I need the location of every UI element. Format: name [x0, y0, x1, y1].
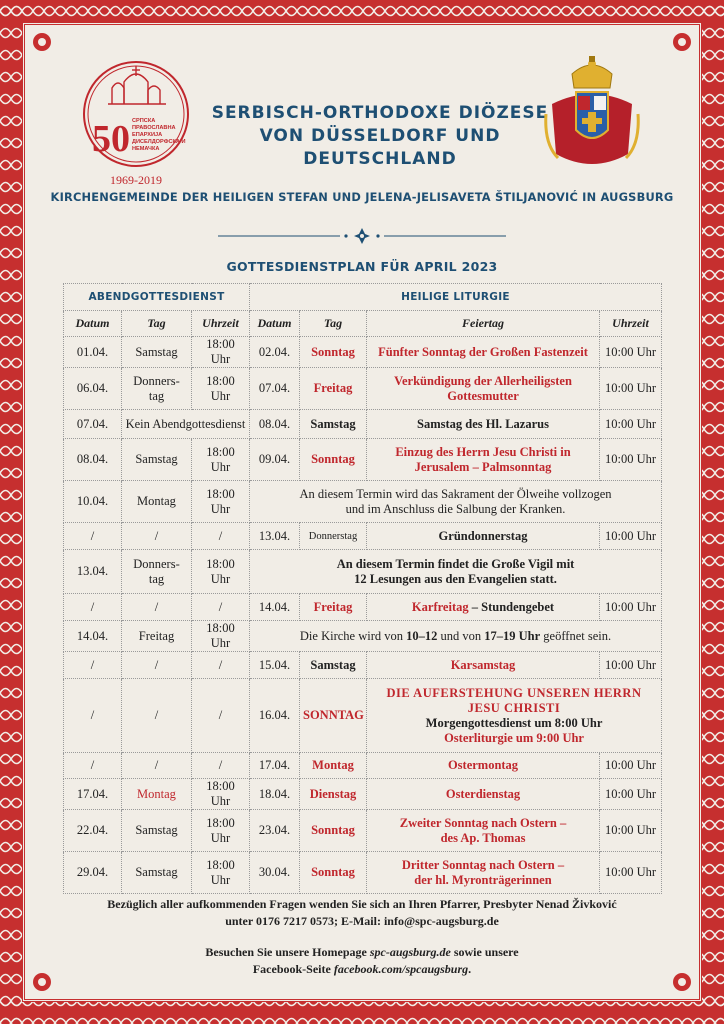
- cell: /: [122, 652, 192, 679]
- cell: 10:00 Uhr: [600, 852, 662, 894]
- cell: Sonntag: [300, 810, 367, 852]
- cell: Sonntag: [300, 852, 367, 894]
- col-uhrzeit: Uhrzeit: [600, 311, 662, 337]
- cell: Montag: [122, 481, 192, 523]
- cell-line: und im Anschluss die Salbung der Kranken.: [345, 501, 566, 516]
- cell: 18:00 Uhr: [192, 550, 250, 594]
- cell: Samstag: [122, 337, 192, 368]
- cell-line: DIE AUFERSTEHUNG UNSEREN HERRN: [386, 685, 642, 700]
- cell-line: Verkündigung der Allerheiligsten: [394, 373, 572, 388]
- table-row: [64, 652, 662, 679]
- homepage-line: [30, 944, 694, 961]
- jubilee-number: 50: [92, 118, 130, 160]
- cell: 29.04.: [64, 852, 122, 894]
- cell: 08.04.: [64, 439, 122, 481]
- table-row: [64, 550, 662, 594]
- cell: 18:00 Uhr: [192, 621, 250, 652]
- contact-line: Bezüglich aller aufkommenden Fragen wenden Sie sich an Ihren Pfarrer, Presbyter Nenad Živković: [107, 897, 617, 911]
- cell: 17.04.: [250, 753, 300, 779]
- cell: 13.04.: [250, 523, 300, 550]
- cell: 22.04.: [64, 810, 122, 852]
- cell: 18:00 Uhr: [192, 852, 250, 894]
- cell: Freitag: [300, 368, 367, 410]
- cell: Osterdienstag: [367, 779, 600, 810]
- table-row: [64, 852, 662, 894]
- plan-title: GOTTESDIENSTPLAN FÜR APRIL 2023: [226, 259, 498, 274]
- cell: Montag: [122, 779, 192, 810]
- cell: 10:00 Uhr: [600, 753, 662, 779]
- cell: 06.04.: [64, 368, 122, 410]
- col-uhrzeit: Uhrzeit: [192, 311, 250, 337]
- ornamental-divider: [218, 226, 506, 246]
- table-row: [64, 410, 662, 439]
- cell: /: [192, 753, 250, 779]
- cell: 10:00 Uhr: [600, 652, 662, 679]
- cell: 10:00 Uhr: [600, 439, 662, 481]
- cell-line: 12 Lesungen aus den Evangelien statt.: [354, 571, 557, 586]
- cell: 10:00 Uhr: [600, 779, 662, 810]
- cell: Freitag: [300, 594, 367, 621]
- cell: /: [64, 594, 122, 621]
- cell: /: [122, 679, 192, 753]
- table-row: [64, 753, 662, 779]
- cell-line: An diesem Termin findet die Große Vigil mit: [336, 556, 575, 571]
- cell-text-bold: 10–12: [406, 628, 438, 643]
- cell: 07.04.: [64, 410, 122, 439]
- cell: /: [122, 753, 192, 779]
- cell: [367, 679, 662, 753]
- cell: 14.04.: [64, 621, 122, 652]
- contact-footer: [30, 896, 694, 978]
- cell: 10:00 Uhr: [600, 410, 662, 439]
- cell: 10:00 Uhr: [600, 523, 662, 550]
- cell: 10:00 Uhr: [600, 337, 662, 368]
- cell-line: JESU CHRISTI: [467, 700, 561, 715]
- cell: Samstag des Hl. Lazarus: [367, 410, 600, 439]
- cell: 18:00 Uhr: [192, 779, 250, 810]
- footer-text: Facebook-Seite: [252, 962, 334, 976]
- col-feiertag: Feiertag: [367, 311, 600, 337]
- group-divine-liturgy: HEILIGE LITURGIE: [250, 284, 662, 311]
- cell-line: tag: [148, 571, 165, 586]
- parish-subtitle: KIRCHENGEMEINDE DER HEILIGEN STEFAN UND JELENA-JELISAVETA ŠTILJANOVIĆ IN AUGSBURG: [50, 190, 674, 204]
- cell: 09.04.: [250, 439, 300, 481]
- cell: [367, 368, 600, 410]
- footer-text: Besuchen Sie unsere Homepage: [205, 945, 370, 959]
- cell: /: [192, 523, 250, 550]
- cell: SONNTAG: [300, 679, 367, 753]
- page-header: [30, 30, 694, 274]
- cell: Samstag: [122, 439, 192, 481]
- cell: Karsamstag: [367, 652, 600, 679]
- table-row: [64, 779, 662, 810]
- cell: 18.04.: [250, 779, 300, 810]
- col-tag: Tag: [300, 311, 367, 337]
- cell: 16.04.: [250, 679, 300, 753]
- cell: Montag: [300, 753, 367, 779]
- cell-line: Donners-: [133, 373, 180, 388]
- contact-line: unter 0176 7217 0573; E-Mail: info@spc-augsburg.de: [225, 914, 499, 928]
- cell-notice: [250, 481, 662, 523]
- cell: /: [192, 594, 250, 621]
- table-row: [64, 594, 662, 621]
- cell-line: Morgengottesdienst um 8:00 Uhr: [425, 715, 603, 730]
- cell-line: Zweiter Sonntag nach Ostern –: [399, 815, 567, 830]
- footer-text: .: [468, 962, 472, 976]
- cell: Samstag: [300, 652, 367, 679]
- table-row: [64, 481, 662, 523]
- cell: 08.04.: [250, 410, 300, 439]
- cell-line: des Ap. Thomas: [440, 830, 526, 845]
- table-row: [64, 621, 662, 652]
- cell: 18:00 Uhr: [192, 439, 250, 481]
- cell-line: Donners-: [133, 556, 180, 571]
- cell: [122, 368, 192, 410]
- cell: /: [64, 679, 122, 753]
- cell-line: der hl. Myronträgerinnen: [414, 872, 552, 887]
- col-tag: Tag: [122, 311, 192, 337]
- diocese-title: [180, 102, 580, 171]
- cell: Dienstag: [300, 779, 367, 810]
- cell: 18:00 Uhr: [192, 481, 250, 523]
- table-row: [64, 810, 662, 852]
- cell: Samstag: [122, 852, 192, 894]
- cell: 10:00 Uhr: [600, 810, 662, 852]
- cell: /: [122, 523, 192, 550]
- cell: Freitag: [122, 621, 192, 652]
- cell-text: – Stundengebet: [468, 599, 555, 614]
- cell: /: [64, 753, 122, 779]
- cell-line: Gottesmutter: [447, 388, 519, 403]
- cell-text: geöffnet sein.: [540, 628, 612, 643]
- cell: 18:00 Uhr: [192, 368, 250, 410]
- cell: /: [64, 523, 122, 550]
- table-row: [64, 679, 662, 753]
- cell: 23.04.: [250, 810, 300, 852]
- cell: 10:00 Uhr: [600, 368, 662, 410]
- cell: [367, 594, 600, 621]
- cell: Samstag: [122, 810, 192, 852]
- table-column-header: [64, 311, 662, 337]
- cell: Kein Abendgottesdienst: [122, 410, 250, 439]
- table-row: [64, 439, 662, 481]
- cell: 10:00 Uhr: [600, 594, 662, 621]
- cell: 01.04.: [64, 337, 122, 368]
- coat-of-arms-icon: [542, 54, 642, 174]
- cell: Sonntag: [300, 337, 367, 368]
- group-evening-service: ABENDGOTTESDIENST: [64, 284, 250, 311]
- homepage-link[interactable]: spc-augsburg.de: [369, 945, 451, 959]
- cell-line: Jerusalem – Palmsonntag: [414, 459, 552, 474]
- cell: /: [122, 594, 192, 621]
- jubilee-logo: [82, 56, 190, 194]
- facebook-line: [30, 961, 694, 978]
- cell: Samstag: [300, 410, 367, 439]
- cell: 02.04.: [250, 337, 300, 368]
- cell: [122, 550, 192, 594]
- cell: Sonntag: [300, 439, 367, 481]
- cell: 15.04.: [250, 652, 300, 679]
- cell: [367, 439, 600, 481]
- facebook-link[interactable]: facebook.com/spcaugsburg: [333, 962, 469, 976]
- cell-text-bold: 17–19 Uhr: [484, 628, 541, 643]
- footer-text: sowie unsere: [450, 945, 519, 959]
- table-row: [64, 337, 662, 368]
- cell: 14.04.: [250, 594, 300, 621]
- cell: 30.04.: [250, 852, 300, 894]
- cell: Gründonnerstag: [367, 523, 600, 550]
- cell-text: Die Kirche wird von: [299, 628, 407, 643]
- diocese-title-line1: SERBISCH-ORTHODOXE DIÖZESE: [211, 103, 549, 123]
- service-schedule-table: [63, 283, 662, 894]
- cell: 17.04.: [64, 779, 122, 810]
- cell-line: Dritter Sonntag nach Ostern –: [401, 857, 565, 872]
- cell: /: [192, 652, 250, 679]
- cell: 10.04.: [64, 481, 122, 523]
- cell: Ostermontag: [367, 753, 600, 779]
- cell: [367, 810, 600, 852]
- col-datum: Datum: [250, 311, 300, 337]
- cell-text: und von: [437, 628, 485, 643]
- cell-line: Osterliturgie um 9:00 Uhr: [444, 730, 584, 745]
- cell: Donnerstag: [300, 523, 367, 550]
- cell: Fünfter Sonntag der Großen Fastenzeit: [367, 337, 600, 368]
- table-row: [64, 523, 662, 550]
- cell-notice: [250, 550, 662, 594]
- table-row: [64, 368, 662, 410]
- jubilee-years: 1969-2019: [110, 173, 162, 187]
- cell: 13.04.: [64, 550, 122, 594]
- cell-text-red: Karfreitag: [411, 599, 469, 614]
- diocese-title-line2: VON DÜSSELDORF UND DEUTSCHLAND: [259, 126, 501, 169]
- col-datum: Datum: [64, 311, 122, 337]
- document-content: [30, 30, 694, 994]
- cell: 18:00 Uhr: [192, 810, 250, 852]
- jubilee-text: СРПСКА ПРАВОСЛАВНА ЕПАРХИЈА ДИСЕЛДОРФСКА И НЕМАЧКА: [132, 118, 186, 152]
- cell-line: tag: [148, 388, 165, 403]
- cell: /: [64, 652, 122, 679]
- cell-notice: [250, 621, 662, 652]
- cell: [367, 852, 600, 894]
- cell-line: An diesem Termin wird das Sakrament der Ölweihe vollzogen: [299, 486, 612, 501]
- table-group-header: [64, 284, 662, 311]
- cell: 07.04.: [250, 368, 300, 410]
- cell: /: [192, 679, 250, 753]
- cell: 18:00 Uhr: [192, 337, 250, 368]
- cell-line: Einzug des Herrn Jesu Christi in: [395, 444, 571, 459]
